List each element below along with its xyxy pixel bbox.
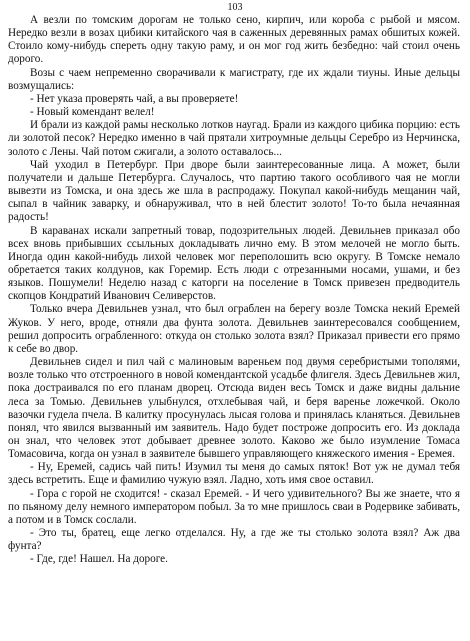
dialogue-line: - Ну, Еремей, садись чай пить! Изумил ты меня до самых пяток! Вот уж не думал тебя здесь встретить. Еще и фамилию чужую взял. Ладно, хоть имя свое оставил.	[8, 461, 460, 487]
dialogue-line: - Где, где! Нашел. На дороге.	[30, 553, 168, 566]
paragraph: Возы с чаем непременно сворачивали к магистрату, где их ждали тиуны. Иные дельцы возмущались:	[8, 66, 460, 92]
body-text	[8, 14, 460, 567]
page-number: 103	[227, 2, 243, 13]
dialogue-line: - Нет указа проверять чай, а вы проверяете!	[30, 92, 239, 105]
paragraph: Только вчера Девильнев узнал, что был ограблен на берегу возле Томска некий Еремей Жуков. У него, вроде, отняли два фунта золота. Девильнев заинтересовался сообщением, решил допросить ограбленного: откуда он столько золота взял? Приказал привести его прямо к себе во двор.	[8, 303, 460, 355]
paragraph: В караванах искали запретный товар, подозрительных людей. Девильнев приказал обо всех вновь прибывших ссыльных докладывать лично ему. В этом мелочей не могло быть. Иногда один какой-нибудь лихой человек мог переполошить всю округу. В Томске немало обретается таких колдунов, как Горемир. Есть люди с отрезанными носами, ушами, и без языков. Пошумели! Неделю назад с каторги на поселение в Томск привезен предводитель скопцов Кондратий Иванович Селиверстов.	[8, 224, 460, 303]
dialogue-line: - Гора с горой не сходится! - сказал Еремей. - И чего удивительного? Вы же знаете, что я по пьяному делу немного императором побыл. За то мне пришлось сваи в Родервике забивать, а потом и в Томск сослали.	[8, 487, 460, 526]
paragraph: А везли по томским дорогам не только сено, кирпич, или короба с рыбой и мясом. Нередко везли в возах цибики китайского чая в саженных деревянных рамах обшитых кожей. Стоило кому-нибудь спереть одну такую раму, и он мог год жить безбедно: чай стоил очень дорого.	[8, 14, 460, 66]
dialogue-line: - Новый комендант велел!	[30, 106, 155, 119]
dialogue-line: - Это ты, братец, еще легко отделался. Ну, а где же ты столько золота взял? Аж два фунта?	[8, 527, 460, 553]
paragraph: И брали из каждой рамы несколько лотков наугад. Брали из каждого цибика порцию: есть ли золотой песок? Нередко именно в чай прятали хитроумные дельцы Серебро из Нерчинска, золото с Лены. Чай потом сжигали, а золото оставалось...	[8, 119, 460, 158]
paragraph: Девильнев сидел и пил чай с малиновым вареньем под двумя серебристыми тополями, возле только что отстроенного в новой комендантской усадьбе флигеля. Здесь Девильнев жил, пока достраивался по его планам дворец. Отсюда виден весь Томск и даже видны дальние леса за Томью. Девильнев улыбнулся, отхлебывая чай, и беря варенье ложечкой. Около вазочки гудела пчела. В калитку просунулась лысая голова и принялась кланяться. Девильнев понял, что явился вызванный им заявитель. Надо будет построже допросить его. Из доклада он знал, что человек этот добывает древнее золото. Каково же было изумление Томаса Томасовича, когда он узнал в заявителе бывшего управляющего княжеского имения - Еремея.	[8, 356, 460, 461]
paragraph: Чай уходил в Петербург. При дворе были заинтересованные лица. А может, были получатели и дальше Петербурга. Случалось, что партию такого особливого чая не могли вывезти из Томска, и она здесь же шла в распродажу. Покупал какой-нибудь мещанин чай, сыпал в чайник заварку, и обнаруживал, что в ней блестит золото! То-то была нечаянная радость!	[8, 158, 460, 224]
